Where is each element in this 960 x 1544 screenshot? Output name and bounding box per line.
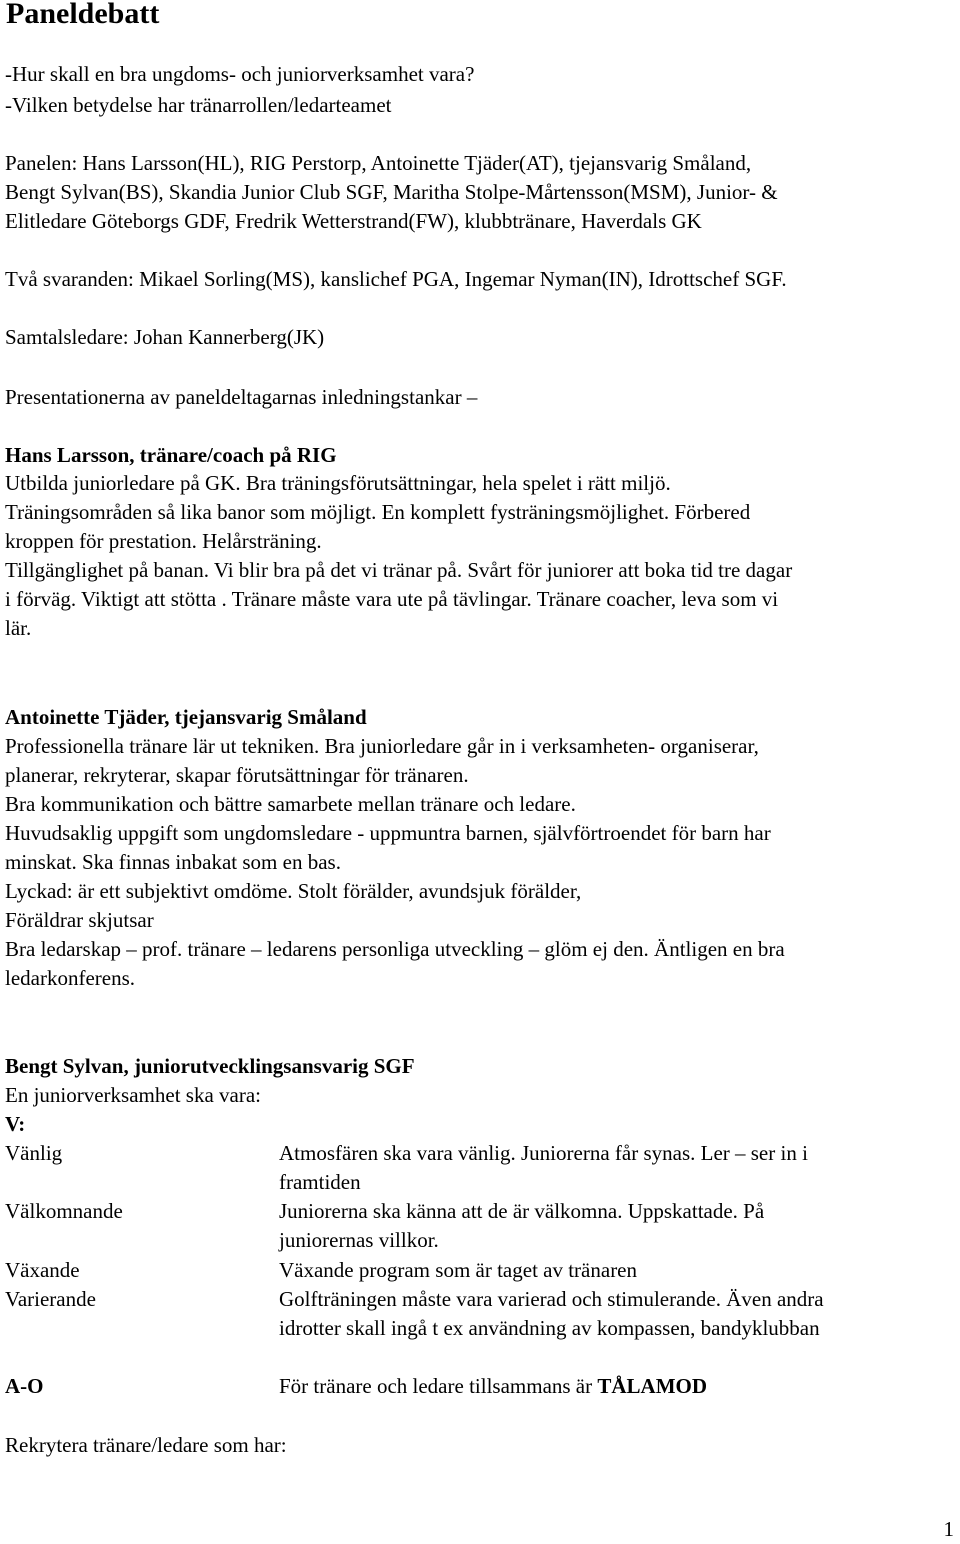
v-item-desc-line: Växande program som är taget av tränaren bbox=[279, 1258, 638, 1282]
ao-term: A-O bbox=[5, 1374, 44, 1398]
moderator-line: Samtalsledare: Johan Kannerberg(JK) bbox=[5, 325, 325, 349]
v-item-desc-line: Juniorerna ska känna att de är välkomna. Uppskattade. På bbox=[279, 1199, 765, 1223]
ao-desc-text: För tränare och ledare tillsammans är bbox=[279, 1374, 598, 1398]
antoinette-line-1: Professionella tränare lär ut tekniken. Bra juniorledare går in i verksamheten- organiserar, bbox=[5, 734, 759, 758]
ao-desc bbox=[279, 1372, 939, 1401]
antoinette-line-4: Huvudsaklig uppgift som ungdomsledare - uppmuntra barnen, självförtroendet för barn har bbox=[5, 821, 771, 845]
v-item-desc-line: juniorernas villkor. bbox=[279, 1228, 439, 1252]
question-1: -Hur skall en bra ungdoms- och juniorverksamhet vara? bbox=[5, 62, 475, 86]
antoinette-line-5: minskat. Ska finnas inbakat som en bas. bbox=[5, 850, 341, 874]
panel-line-2: Bengt Sylvan(BS), Skandia Junior Club SGF, Maritha Stolpe-Mårtensson(MSM), Junior- & bbox=[5, 180, 778, 204]
v-item-term: Växande bbox=[5, 1258, 80, 1282]
question-2: -Vilken betydelse har tränarrollen/ledarteamet bbox=[5, 93, 392, 117]
page-number: 1 bbox=[943, 1517, 954, 1541]
antoinette-line-9: ledarkonferens. bbox=[5, 966, 136, 990]
antoinette-line-3: Bra kommunikation och bättre samarbete mellan tränare och ledare. bbox=[5, 792, 576, 816]
v-item-desc bbox=[279, 1197, 939, 1255]
antoinette-line-7: Föräldrar skjutsar bbox=[5, 908, 154, 932]
v-item-desc-line: idrotter skall ingå t ex användning av kompassen, bandyklubban bbox=[279, 1316, 820, 1340]
antoinette-line-2: planerar, rekryterar, skapar förutsättningar för tränaren. bbox=[5, 763, 469, 787]
bengt-intro: En juniorverksamhet ska vara: bbox=[5, 1083, 261, 1107]
v-item-term: Varierande bbox=[5, 1287, 96, 1311]
v-item-desc-line: Atmosfären ska vara vänlig. Juniorerna får synas. Ler – ser in i bbox=[279, 1141, 808, 1165]
v-item-desc bbox=[279, 1285, 939, 1343]
panel-line-3: Elitledare Göteborgs GDF, Fredrik Wetterstrand(FW), klubbtränare, Haverdals GK bbox=[5, 209, 702, 233]
presentations-intro: Presentationerna av paneldeltagarnas inledningstankar – bbox=[5, 385, 478, 409]
v-item-term: Vänlig bbox=[5, 1141, 63, 1165]
antoinette-line-6: Lyckad: är ett subjektivt omdöme. Stolt förälder, avundsjuk förälder, bbox=[5, 879, 582, 903]
panel-line-1: Panelen: Hans Larsson(HL), RIG Perstorp, Antoinette Tjäder(AT), tjejansvarig Småland, bbox=[5, 151, 752, 175]
recruit-line: Rekrytera tränare/ledare som har: bbox=[5, 1433, 287, 1457]
respondents-line: Två svaranden: Mikael Sorling(MS), kanslichef PGA, Ingemar Nyman(IN), Idrottschef SGF. bbox=[5, 267, 787, 291]
hans-line-3: kroppen för prestation. Helårsträning. bbox=[5, 529, 322, 553]
section-heading-antoinette: Antoinette Tjäder, tjejansvarig Småland bbox=[5, 705, 367, 729]
v-item-desc bbox=[279, 1256, 939, 1285]
bengt-v-label: V: bbox=[5, 1112, 26, 1136]
v-item-desc-line: Golfträningen måste vara varierad och stimulerande. Även andra bbox=[279, 1287, 824, 1311]
v-item-term: Välkomnande bbox=[5, 1199, 123, 1223]
ao-desc-emphasis: TÅLAMOD bbox=[597, 1374, 708, 1398]
hans-line-2: Träningsområden så lika banor som möjligt. En komplett fysträningsmöjlighet. Förbered bbox=[5, 500, 751, 524]
section-heading-bengt: Bengt Sylvan, juniorutvecklingsansvarig SGF bbox=[5, 1054, 415, 1078]
hans-line-4: Tillgänglighet på banan. Vi blir bra på det vi tränar på. Svårt för juniorer att boka tid tre dagar bbox=[5, 558, 793, 582]
hans-line-6: lär. bbox=[5, 616, 32, 640]
v-item-desc-line: framtiden bbox=[279, 1170, 361, 1194]
section-heading-hans: Hans Larsson, tränare/coach på RIG bbox=[5, 443, 337, 467]
antoinette-line-8: Bra ledarskap – prof. tränare – ledarens personliga utveckling – glöm ej den. Äntligen en bra bbox=[5, 937, 785, 961]
page-title: Paneldebatt bbox=[6, 0, 160, 30]
hans-line-1: Utbilda juniorledare på GK. Bra träningsförutsättningar, hela spelet i rätt miljö. bbox=[5, 471, 671, 495]
hans-line-5: i förväg. Viktigt att stötta . Tränare måste vara ute på tävlingar. Tränare coacher, leva som vi bbox=[5, 587, 779, 611]
v-item-desc bbox=[279, 1139, 939, 1197]
